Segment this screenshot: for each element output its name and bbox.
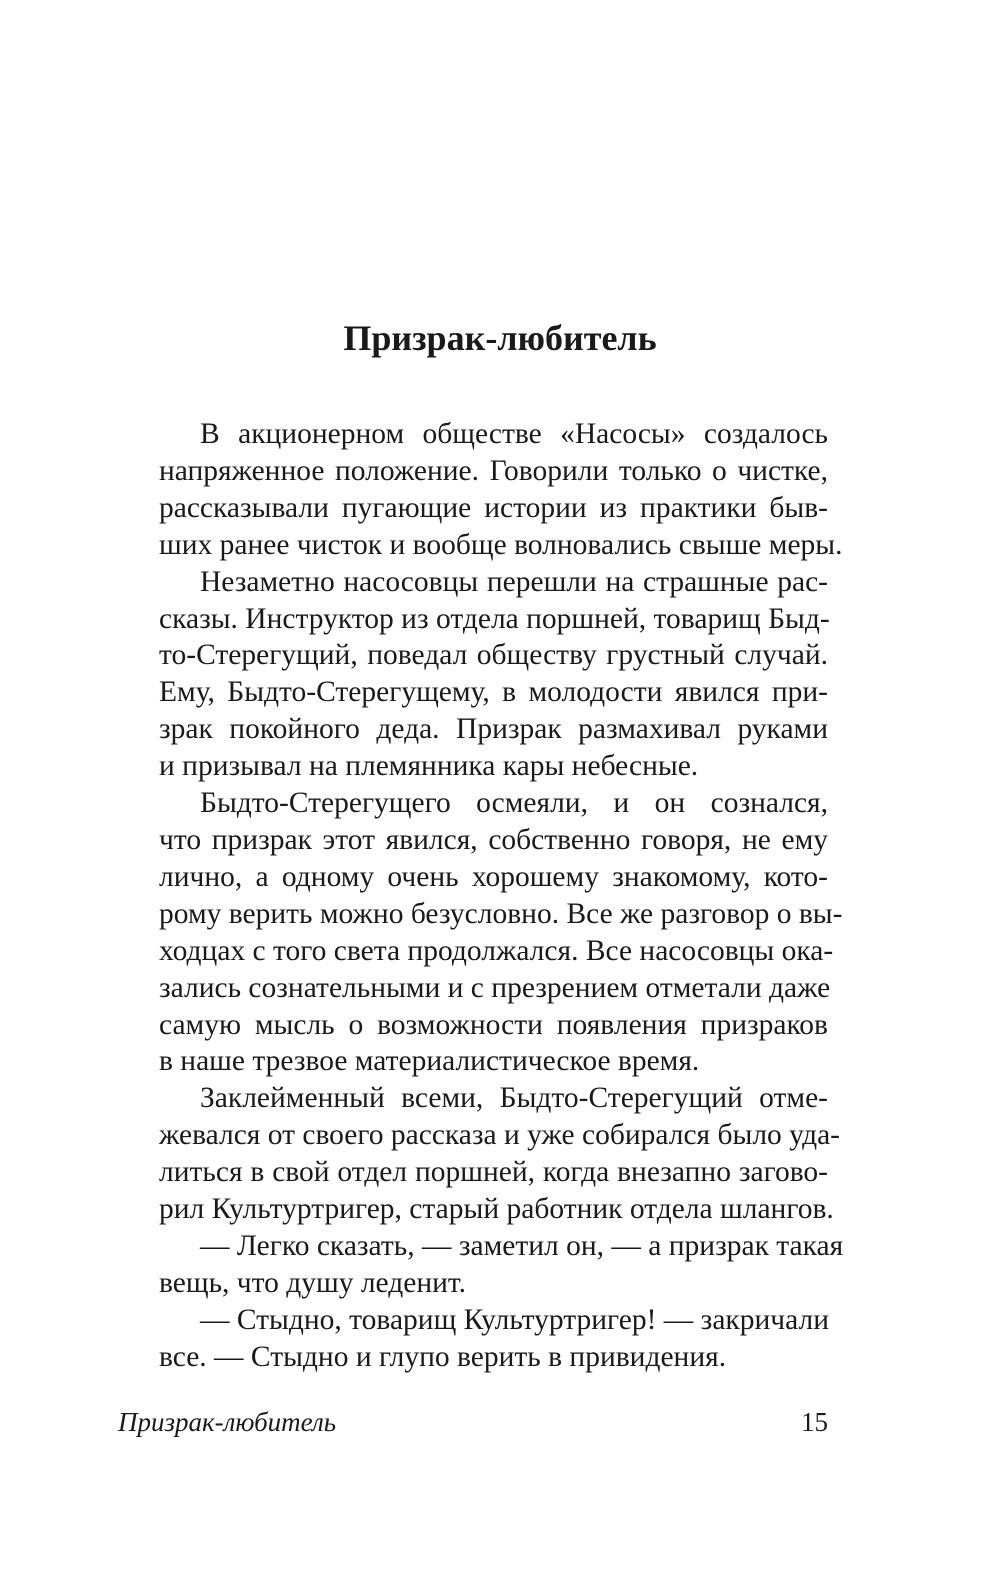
text-line: самую мысль о возможности появления призраков — [159, 1008, 828, 1041]
text-line: жевался от своего рассказа и уже собирался было уда- — [159, 1119, 840, 1152]
paragraph-6 — [118, 1302, 828, 1376]
text-line: рассказывали пугающие истории из практики быв- — [159, 491, 828, 524]
paragraph-2 — [118, 564, 828, 785]
text-line: — Легко сказать, — заметил он, — а призрак такая — [200, 1229, 844, 1262]
text-line: ших ранее чисток и вообще волновались свыше меры. — [159, 528, 843, 561]
text-line: напряженное положение. Говорили только о чистке, — [159, 454, 828, 487]
paragraph-3 — [118, 785, 843, 1080]
text-line: зались сознательными и с презрением отметали даже — [159, 971, 831, 1004]
chapter-title: Призрак-любитель — [343, 318, 657, 358]
text-line: Заклейменный всеми, Быдто-Стерегущий отме- — [200, 1082, 828, 1115]
text-line: что призрак этот явился, собственно говоря, не ему — [159, 823, 828, 856]
paragraph-1 — [118, 416, 843, 564]
text-line: зрак покойного деда. Призрак размахивал руками — [159, 713, 828, 746]
text-line: ходцах с того света продолжался. Все насосовцы ока- — [159, 934, 834, 967]
text-line: лично, а одному очень хорошему знакомому, кото- — [159, 860, 828, 893]
text-line: то-Стерегущий, поведал обществу грустный случай. — [159, 639, 828, 672]
body-text — [118, 416, 844, 1376]
text-line: и призывал на племянника кары небесные. — [159, 750, 699, 783]
text-line: Быдто-Стерегущего осмеяли, и он сознался, — [200, 787, 828, 820]
text-line: В акционерном обществе «Насосы» создалось — [200, 418, 828, 450]
text-line: — Стыдно, товарищ Культуртригер! — закричали — [200, 1303, 829, 1336]
text-line: рил Культуртригер, старый работник отдела шлангов. — [159, 1193, 834, 1226]
running-head: Призрак-любитель — [118, 1407, 337, 1437]
paragraph-5 — [118, 1228, 844, 1302]
text-line: рому верить можно безусловно. Все же разговор о вы- — [159, 897, 843, 930]
text-line: в наше трезвое материалистическое время. — [159, 1045, 700, 1078]
text-line: Незаметно насосовцы перешли на страшные рас- — [200, 565, 828, 598]
text-line: сказы. Инструктор из отдела поршней, товарищ Быд- — [159, 602, 830, 635]
page-number: 15 — [801, 1407, 828, 1437]
paragraph-4 — [118, 1080, 840, 1228]
text-line: вещь, что душу леденит. — [159, 1266, 466, 1299]
text-line: литься в свой отдел поршней, когда внезапно загово- — [159, 1156, 828, 1189]
text-line: все. — Стыдно и глупо верить в привидения. — [159, 1340, 727, 1373]
text-line: Ему, Быдто-Стерегущему, в молодости явился при- — [159, 676, 828, 709]
